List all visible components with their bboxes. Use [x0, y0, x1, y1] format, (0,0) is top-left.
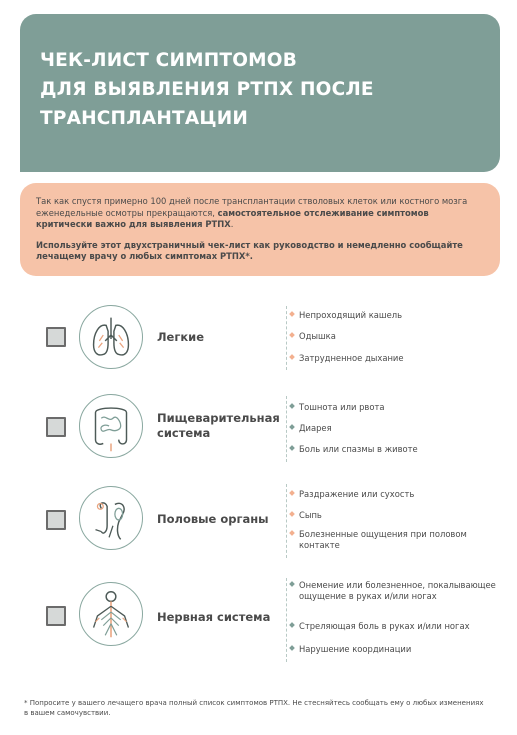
- divider: [286, 396, 287, 462]
- category-label: [157, 411, 280, 441]
- section-lungs: [0, 300, 517, 376]
- nervous-system-icon: [79, 582, 143, 646]
- page-title: [40, 46, 374, 133]
- symptom-text: Болезненные ощущения при половом контакте: [299, 529, 467, 550]
- symptom-text: Раздражение или сухость: [299, 489, 415, 499]
- category-label: Половые органы: [157, 512, 269, 526]
- bullet: [289, 424, 295, 430]
- category-label: Нервная система: [157, 610, 271, 624]
- reproductive-organs-icon: [79, 486, 143, 550]
- symptom-item: [299, 529, 495, 550]
- bullet: [289, 622, 295, 628]
- category-label-line-2: система: [157, 426, 211, 440]
- symptom-item: [299, 580, 499, 601]
- bullet: [289, 311, 295, 317]
- section-digestive: [0, 390, 517, 470]
- checkbox-nervous[interactable]: [46, 606, 66, 626]
- symptom-item: [299, 644, 499, 655]
- symptom-item: [299, 621, 499, 632]
- symptom-item: [299, 444, 499, 455]
- lungs-graphic: [80, 306, 142, 368]
- category-label: Легкие: [157, 330, 205, 344]
- symptom-text: Диарея: [299, 423, 332, 433]
- intro-paragraph-1: [36, 196, 484, 231]
- bullet: [289, 403, 295, 409]
- symptom-text: Боль или спазмы в животе: [299, 444, 418, 454]
- symptom-item: [299, 510, 499, 521]
- reproductive-organs-graphic: [80, 487, 142, 549]
- bullet: [289, 511, 295, 517]
- bullet: [289, 332, 295, 338]
- symptom-item: [299, 353, 499, 364]
- divider: [286, 578, 287, 662]
- intro-text: Так как спустя примерно 100 дней после трансплантации стволовых клеток или костного мозга еженедельные осмотры прекращаются,: [36, 196, 468, 218]
- bullet: [289, 530, 295, 536]
- symptom-text: Тошнота или рвота: [299, 402, 385, 412]
- symptom-item: [299, 489, 499, 500]
- symptom-text: Стреляющая боль в руках и/или ногах: [299, 621, 470, 631]
- bullet: [289, 445, 295, 451]
- intestines-graphic: [80, 395, 142, 457]
- lungs-icon: [79, 305, 143, 369]
- intestines-icon: [79, 394, 143, 458]
- divider: [286, 484, 287, 558]
- checkbox-lungs[interactable]: [46, 327, 66, 347]
- symptom-text: Нарушение координации: [299, 644, 412, 654]
- section-nervous: [0, 574, 517, 664]
- intro-paragraph-2: Используйте этот двухстраничный чек-лист как руководство и немедленно сообщайте лечащему врачу о любых симптомах РТПХ*.: [36, 239, 463, 261]
- bullet: [289, 354, 295, 360]
- intro-box: [20, 183, 500, 276]
- intro-text-end: .: [230, 219, 234, 229]
- nervous-system-graphic: [80, 583, 142, 645]
- symptom-item: [299, 310, 499, 321]
- bullet: [289, 490, 295, 496]
- section-reproductive: [0, 480, 517, 562]
- footnote: * Попросите у вашего лечащего врача полный список симптомов РТПХ. Не стесняйтесь сообщать ему о любых изменениях в вашем самочувствии.: [24, 699, 484, 717]
- symptom-text: Сыпь: [299, 510, 322, 520]
- checkbox-digestive[interactable]: [46, 417, 66, 437]
- bullet: [289, 581, 295, 587]
- symptom-text: Затрудненное дыхание: [299, 353, 404, 363]
- title-line-3: ТРАНСПЛАНТАЦИИ: [40, 108, 249, 129]
- bullet: [289, 645, 295, 651]
- divider: [286, 306, 287, 370]
- checkbox-reproductive[interactable]: [46, 510, 66, 530]
- symptom-text: Онемение или болезненное, покалывающее ощущение в руках и/или ногах: [299, 580, 496, 601]
- symptom-item: [299, 331, 499, 342]
- symptom-text: Непроходящий кашель: [299, 310, 403, 320]
- title-line-1: ЧЕК-ЛИСТ СИМПТОМОВ: [40, 50, 298, 71]
- title-line-2: ДЛЯ ВЫЯВЛЕНИЯ РТПХ ПОСЛЕ: [40, 79, 374, 100]
- symptom-text: Одышка: [299, 331, 336, 341]
- category-label-line-1: Пищеварительная: [157, 411, 280, 425]
- symptom-item: [299, 423, 499, 434]
- intro-emphasis: самостоятельное отслеживание симптомов критически важно для выявления РТПХ: [36, 207, 429, 229]
- symptom-item: [299, 402, 499, 413]
